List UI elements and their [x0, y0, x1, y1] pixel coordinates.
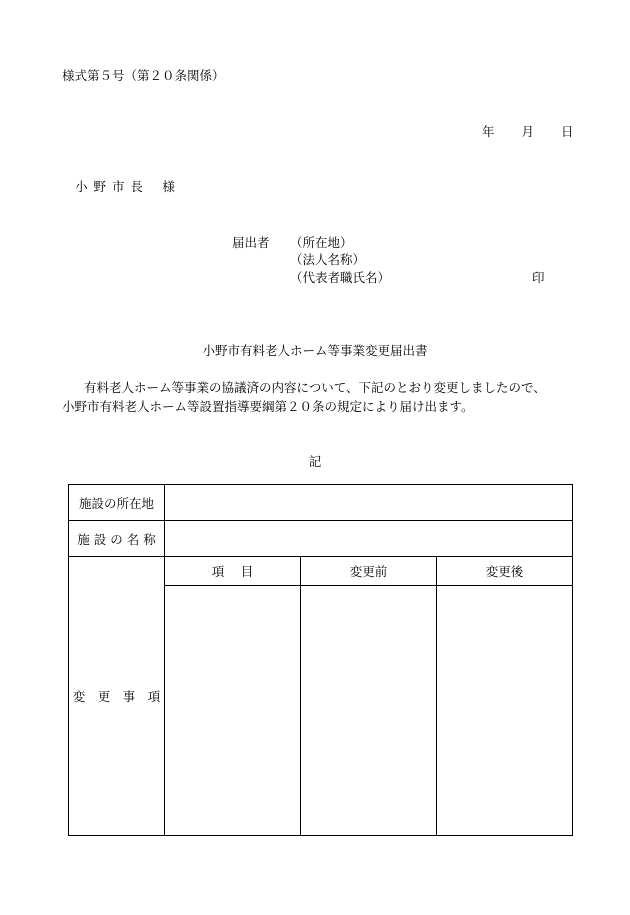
change-items-label: 変 更 事 項 — [69, 557, 165, 836]
column-header-after: 変更後 — [437, 557, 573, 586]
applicant-label: 届出者 — [232, 235, 270, 250]
document-title: 小野市有料老人ホーム等事業変更届出書 — [202, 343, 428, 358]
column-header-before: 変更前 — [301, 557, 437, 586]
applicant-corporation-name-field: （法人名称） — [290, 252, 366, 267]
form-number: 様式第５号（第２０条関係） — [62, 68, 225, 83]
change-item-cell[interactable] — [165, 586, 301, 836]
ki-heading: 記 — [308, 454, 322, 469]
facility-name-value[interactable] — [165, 521, 573, 557]
facility-location-value[interactable] — [165, 485, 573, 521]
facility-location-row — [69, 485, 573, 521]
applicant-representative-field: （代表者職氏名） — [290, 270, 391, 285]
column-header-item: 項 目 — [165, 557, 301, 586]
body-text-line-2: 小野市有料老人ホーム等設置指導要綱第２０条の規定により届け出ます。 — [62, 399, 474, 414]
facility-name-label: 施 設 の 名 称 — [69, 521, 165, 557]
before-change-cell[interactable] — [301, 586, 437, 836]
after-change-cell[interactable] — [437, 586, 573, 836]
body-text-line-1: 有料老人ホーム等事業の協議済の内容について、下記のとおり変更しましたので、 — [84, 380, 546, 395]
date-line — [482, 122, 574, 140]
body-text — [62, 378, 546, 416]
seal-mark: 印 — [532, 270, 545, 285]
date-month-label: 月 — [521, 124, 535, 139]
addressee: 小 野 市 長 様 — [75, 179, 176, 194]
date-year-label: 年 — [482, 124, 495, 139]
date-day-label: 日 — [561, 124, 574, 139]
facility-name-row — [69, 521, 573, 557]
change-form-table — [68, 484, 573, 836]
applicant-address-field: （所在地） — [290, 235, 353, 250]
change-items-header-row — [69, 557, 573, 586]
facility-location-label: 施設の所在地 — [69, 485, 165, 521]
